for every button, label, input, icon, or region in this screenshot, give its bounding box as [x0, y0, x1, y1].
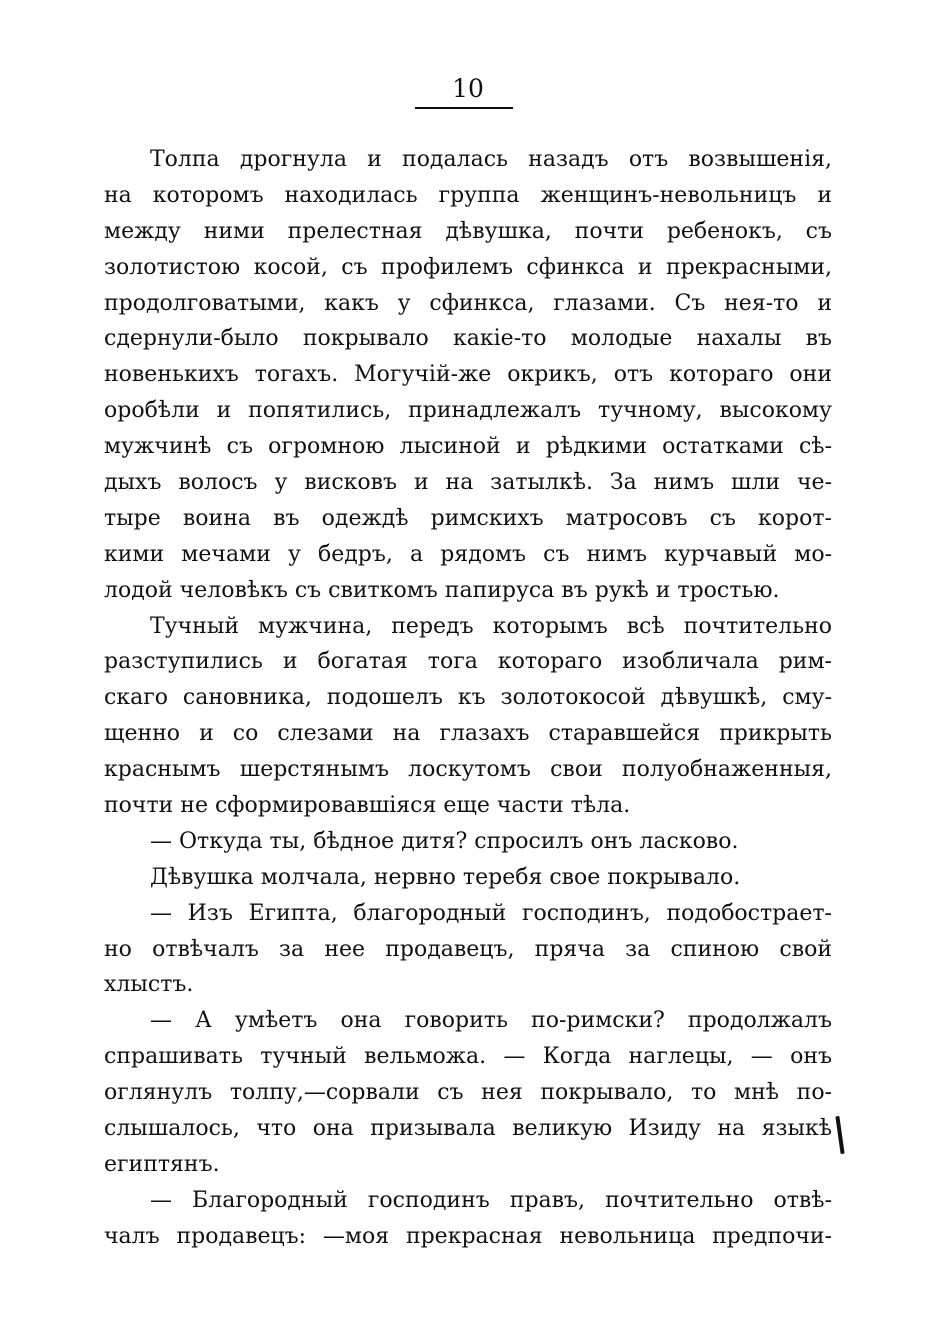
text-line: золотистою косой, съ профилемъ сфинкса и прекрасными,: [104, 254, 832, 280]
text-line: на которомъ находилась группа женщинъ-невольницъ и: [104, 182, 832, 208]
text-line: чалъ продавецъ: —моя прекрасная невольница предпочи-: [104, 1223, 832, 1249]
text-line: — А умѣетъ она говорить по-римски? продолжалъ: [150, 1008, 832, 1034]
text-line: скаго сановника, подошелъ къ золотокосой дѣвушкѣ, сму-: [104, 685, 832, 711]
text-line: — Изъ Египта, благородный господинъ, подобострает-: [150, 900, 832, 926]
margin-mark: [835, 1116, 844, 1154]
text-line: хлыстъ.: [104, 972, 194, 998]
text-line: оглянулъ толпу,—сорвали съ нея покрывало, то мнѣ по-: [104, 1080, 832, 1106]
text-line: дыхъ волосъ у висковъ и на затылкѣ. За нимъ шли че-: [104, 470, 832, 496]
page-number: 10: [452, 74, 484, 103]
text-line: Тучный мужчина, передъ которымъ всѣ почтительно: [150, 613, 832, 639]
text-line: почти не сформировавшіяся еще части тѣла.: [104, 793, 631, 819]
text-line: — Откуда ты, бѣдное дитя? спросилъ онъ ласково.: [150, 828, 739, 854]
text-line: тыре воина въ одеждѣ римскихъ матросовъ съ корот-: [104, 505, 832, 531]
page-number-rule: [415, 107, 513, 109]
text-line: слышалось, что она призывала великую Изиду на языкѣ: [104, 1116, 832, 1142]
text-line: Дѣвушка молчала, нервно теребя свое покрывало.: [150, 864, 741, 890]
text-line: но отвѣчалъ за нее продавецъ, пряча за спиною свой: [104, 936, 832, 962]
text-line: египтянъ.: [104, 1151, 220, 1177]
text-line: кими мечами у бедръ, а рядомъ съ нимъ курчавый мо-: [104, 541, 832, 567]
text-line: оробѣли и попятились, принадлежалъ тучному, высокому: [104, 398, 832, 424]
text-line: новенькихъ тогахъ. Могучій-же окрикъ, отъ котораго они: [104, 362, 832, 388]
text-line: Толпа дрогнула и подалась назадъ отъ возвышенія,: [150, 147, 832, 172]
text-line: между ними прелестная дѣвушка, почти ребенокъ, съ: [104, 218, 832, 244]
text-line: щенно и со слезами на глазахъ старавшейся прикрыть: [104, 721, 832, 747]
text-line: разступились и богатая тога котораго изобличала рим-: [104, 649, 832, 675]
text-line: мужчинѣ съ огромною лысиной и рѣдкими остатками сѣ-: [104, 434, 832, 460]
text-line: — Благородный господинъ правъ, почтительно отвѣ-: [150, 1187, 832, 1213]
text-line: спрашивать тучный вельможа. — Когда наглецы, — онъ: [104, 1044, 832, 1070]
body-text: [104, 142, 832, 1255]
text-line: продолговатыми, какъ у сфинкса, глазами. Съ нея-то и: [104, 290, 832, 316]
text-line: лодой человѣкъ съ свиткомъ папируса въ рукѣ и тростью.: [104, 577, 780, 603]
text-line: сдернули-было покрывало какіе-то молодые нахалы въ: [104, 326, 832, 352]
text-line: краснымъ шерстянымъ лоскутомъ свои полуобнаженныя,: [104, 757, 832, 783]
